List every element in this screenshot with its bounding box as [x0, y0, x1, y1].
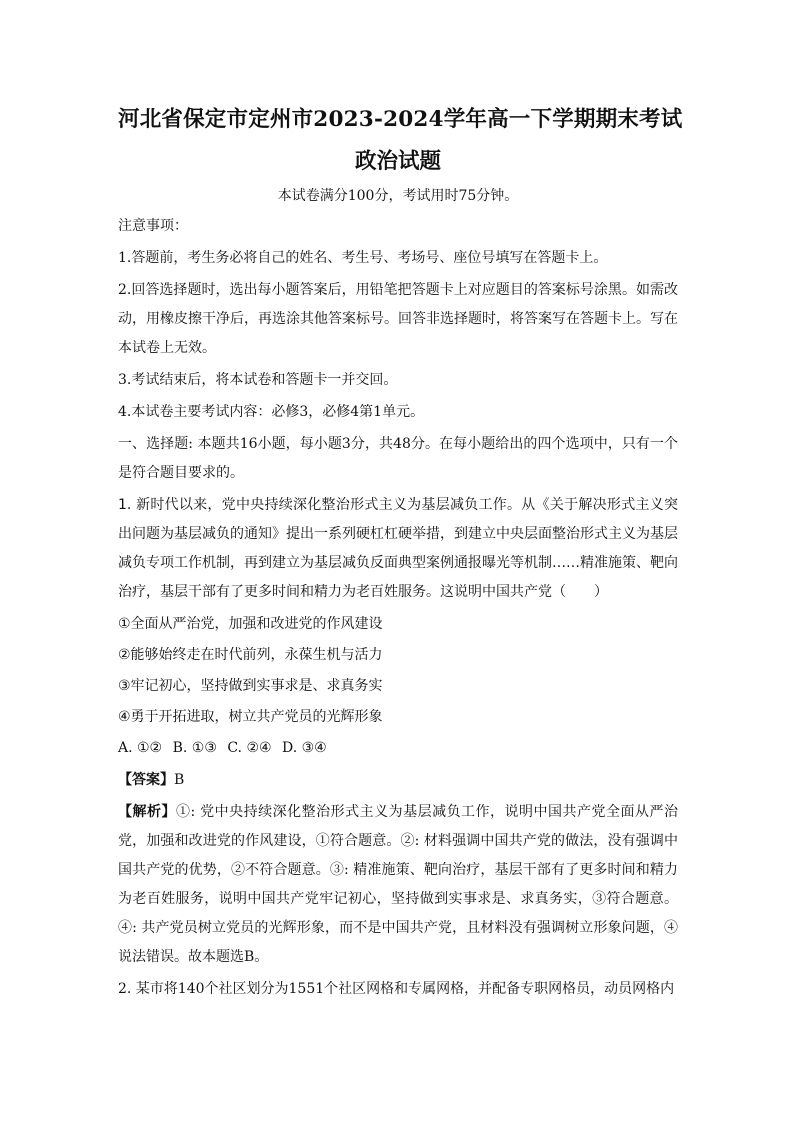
section-heading: 一、选择题: 本题共16小题，每小题3分，共48分。在每小题给出的四个选项中，只有一个是符合题目要求的。 — [118, 436, 678, 481]
choice-c: C. ②④ — [227, 740, 272, 756]
choice-d: D. ③④ — [282, 740, 327, 756]
analysis-text: ①: 党中央持续深化整治形式主义为基层减负工作，说明中国共产党全面从严治党，加强和改进党的作风建设，①符合题意。②: 材料强调中国共产党的做法，没有强调中国共产党的优势，②不符合题意。③: 精准施策、靶向治疗，基层干部有了更多时间和精力为老百姓服务，说明中国共产党牢记初心，坚持做到实事求是、求真务实，③符合题意。④: 共产党员树立党员的光辉形象，而不是中国共产党，且材料没有强调树立形象问题，④说法错误。故本题选B。 — [118, 804, 678, 965]
document-subtitle: 政治试题 — [354, 149, 441, 174]
question-1-option-1: ①全面从严治党，加强和改进党的作风建设 — [118, 616, 383, 632]
question-1-option-2: ②能够始终走在时代前列，永葆生机与活力 — [118, 647, 383, 663]
question-1-choices — [118, 734, 678, 763]
note-item-4: 4.本试卷主要考试内容：必修3，必修4第1单元。 — [118, 404, 425, 420]
exam-info: 本试卷满分100分，考试用时75分钟。 — [277, 188, 519, 204]
question-1-stem: 1. 新时代以来，党中央持续深化整治形式主义为基层减负工作。从《关于解决形式主义突出问题为基层减负的通知》提出一系列硬杠杠硬举措，到建立中央层面整治形式主义为基层减负专项工作机制，再到建立为基层减负反面典型案例通报曝光等机制……精准施策、靶向治疗，基层干部有了更多时间和精力为老百姓服务。这说明中国共产党（ ） — [118, 497, 678, 600]
note-item-2: 2.回答选择题时，选出每小题答案后，用铅笔把答题卡上对应题目的答案标号涂黑。如需改动，用橡皮擦干净后，再选涂其他答案标号。回答非选择题时，将答案写在答题卡上。写在本试卷上无效。 — [118, 282, 678, 356]
question-2-stem: 2. 某市将140个社区划分为1551个社区网格和专属网格，并配备专职网格员，动员网格内 — [118, 981, 675, 997]
question-1-option-4: ④勇于开拓进取，树立共产党员的光辉形象 — [118, 709, 383, 725]
analysis-label: 【解析】 — [118, 804, 176, 820]
question-1-option-3: ③牢记初心，坚持做到实事求是、求真务实 — [118, 678, 383, 694]
choice-a: A. ①② — [118, 740, 163, 756]
question-1-answer — [118, 766, 678, 795]
note-item-1: 1.答题前，考生务必将自己的姓名、考生号、考场号、座位号填写在答题卡上。 — [118, 250, 608, 266]
note-item-3: 3.考试结束后，将本试卷和答题卡一并交回。 — [118, 372, 398, 388]
notes-heading: 注意事项： — [118, 218, 188, 234]
document-title: 河北省保定市定州市2023-2024学年高一下学期期末考试 — [118, 107, 683, 132]
choice-b: B. ①③ — [172, 740, 217, 756]
question-1-analysis — [118, 798, 678, 972]
answer-label: 【答案】 — [118, 772, 174, 788]
document-content — [118, 102, 683, 1004]
answer-value: B — [174, 772, 185, 788]
